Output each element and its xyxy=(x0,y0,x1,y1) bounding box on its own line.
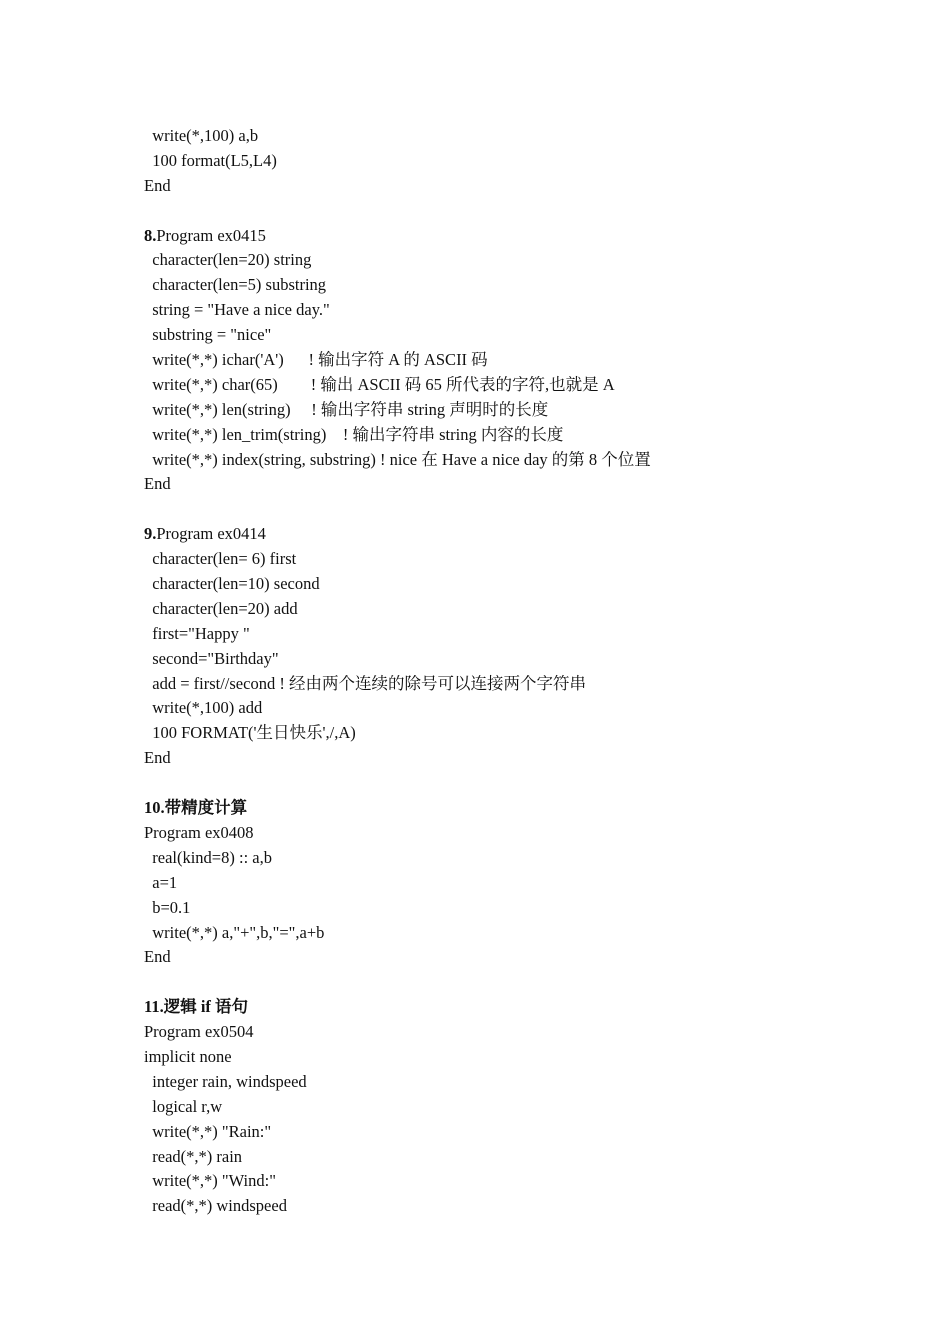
section-11 xyxy=(144,995,844,1219)
code-line: 100 FORMAT('生日快乐',/,A) xyxy=(144,723,356,743)
code-line: End xyxy=(144,474,171,494)
code-line: 100 format(L5,L4) xyxy=(144,150,277,170)
code-line: write(*,*) "Wind:" xyxy=(144,1171,276,1191)
section-8-heading xyxy=(144,224,844,249)
program-title: Program ex0415 xyxy=(156,225,266,245)
section-10 xyxy=(144,796,844,970)
section-10-heading: 10.带精度计算 xyxy=(144,798,248,818)
code-line: character(len=10) second xyxy=(144,574,320,594)
code-line: a=1 xyxy=(144,872,178,892)
code-line: string = "Have a nice day." xyxy=(144,300,330,320)
code-line: real(kind=8) :: a,b xyxy=(144,847,272,867)
code-line: End xyxy=(144,947,171,967)
code-line: End xyxy=(144,748,171,768)
code-line: write(*,*) len_trim(string) ! 输出字符串 string 内容的长度 xyxy=(144,424,564,444)
code-line: Program ex0408 xyxy=(144,822,254,842)
code-block-prev xyxy=(144,124,844,199)
code-line: character(len=20) add xyxy=(144,598,298,618)
section-11-heading: 11.逻辑 if 语句 xyxy=(144,997,249,1017)
code-line: character(len= 6) first xyxy=(144,549,297,569)
code-line: substring = "nice" xyxy=(144,325,272,345)
code-line: character(len=20) string xyxy=(144,250,312,270)
code-line: first="Happy " xyxy=(144,623,250,643)
code-line: second="Birthday" xyxy=(144,648,279,668)
code-line: write(*,100) add xyxy=(144,698,263,718)
program-title: Program ex0414 xyxy=(156,524,266,544)
code-line: read(*,*) rain xyxy=(144,1146,243,1166)
code-line: character(len=5) substring xyxy=(144,275,327,295)
code-line: Program ex0504 xyxy=(144,1022,254,1042)
section-9-heading xyxy=(144,522,844,547)
code-line: implicit none xyxy=(144,1046,232,1066)
code-line: write(*,*) len(string) ! 输出字符串 string 声明时的长度 xyxy=(144,399,549,419)
code-line: End xyxy=(144,175,171,195)
code-line: write(*,*) "Rain:" xyxy=(144,1121,272,1141)
code-line: add = first//second ! 经由两个连续的除号可以连接两个字符串 xyxy=(144,673,586,693)
code-line: logical r,w xyxy=(144,1096,223,1116)
code-line: read(*,*) windspeed xyxy=(144,1196,287,1216)
section-number: 8. xyxy=(144,225,157,245)
document-page xyxy=(144,124,844,1219)
code-line: write(*,*) ichar('A') ! 输出字符 A 的 ASCII 码 xyxy=(144,350,488,370)
code-line: write(*,*) index(string, substring) ! nice 在 Have a nice day 的第 8 个位置 xyxy=(144,449,651,469)
section-number: 9. xyxy=(144,524,157,544)
section-8 xyxy=(144,224,844,498)
code-line: integer rain, windspeed xyxy=(144,1071,307,1091)
code-line: write(*,*) a,"+",b,"=",a+b xyxy=(144,922,325,942)
section-9 xyxy=(144,522,844,771)
code-line: b=0.1 xyxy=(144,897,191,917)
code-line: write(*,100) a,b xyxy=(144,126,259,145)
code-line: write(*,*) char(65) ! 输出 ASCII 码 65 所代表的字符,也就是 A xyxy=(144,374,615,394)
